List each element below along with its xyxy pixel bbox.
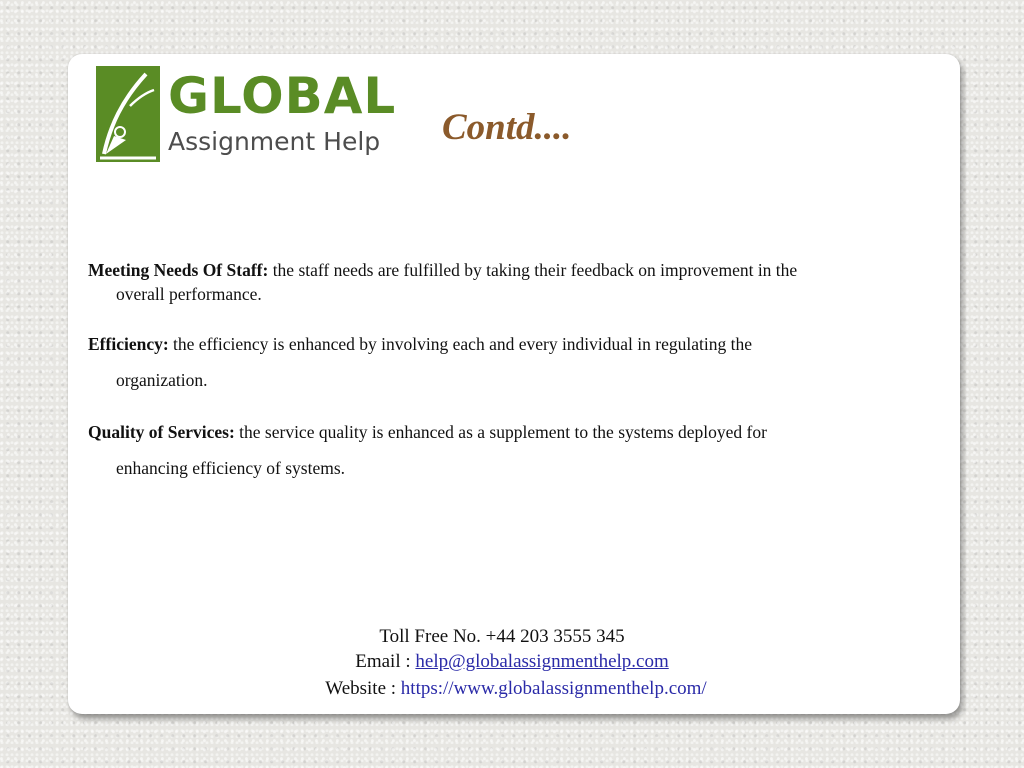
website-link[interactable]: https://www.globalassignmenthelp.com/ (400, 678, 707, 699)
pen-nib-logo-icon (96, 66, 160, 162)
email-link[interactable]: help@globalassignmenthelp.com (415, 651, 669, 672)
website-line (4, 677, 1024, 701)
website-label: Website : (325, 678, 401, 699)
item-text-continued: enhancing efficiency of systems. (116, 458, 346, 478)
bullet-item (88, 332, 926, 392)
bullet-item (88, 258, 926, 306)
logo-brand-text: GLOBAL (168, 67, 397, 125)
email-line (0, 650, 1024, 674)
item-term: Meeting Needs Of Staff: (88, 260, 269, 280)
item-text: the service quality is enhanced as a supplement to the systems deployed for (234, 422, 767, 442)
item-term: Efficiency: (88, 334, 169, 354)
email-label: Email : (355, 651, 416, 672)
logo-tagline: Assignment Help (168, 127, 381, 156)
item-term: Quality of Services: (88, 422, 235, 442)
company-logo (96, 66, 397, 164)
slide-title: Contd.... (442, 107, 572, 148)
bullet-item (88, 420, 926, 480)
item-text: the efficiency is enhanced by involving each and every individual in regulating the (168, 334, 752, 354)
item-text-continued: organization. (116, 370, 208, 390)
item-text-continued: overall performance. (116, 284, 262, 304)
item-text: the staff needs are fulfilled by taking their feedback on improvement in the (268, 260, 798, 280)
toll-free-line: Toll Free No. +44 203 3555 345 (379, 626, 625, 647)
